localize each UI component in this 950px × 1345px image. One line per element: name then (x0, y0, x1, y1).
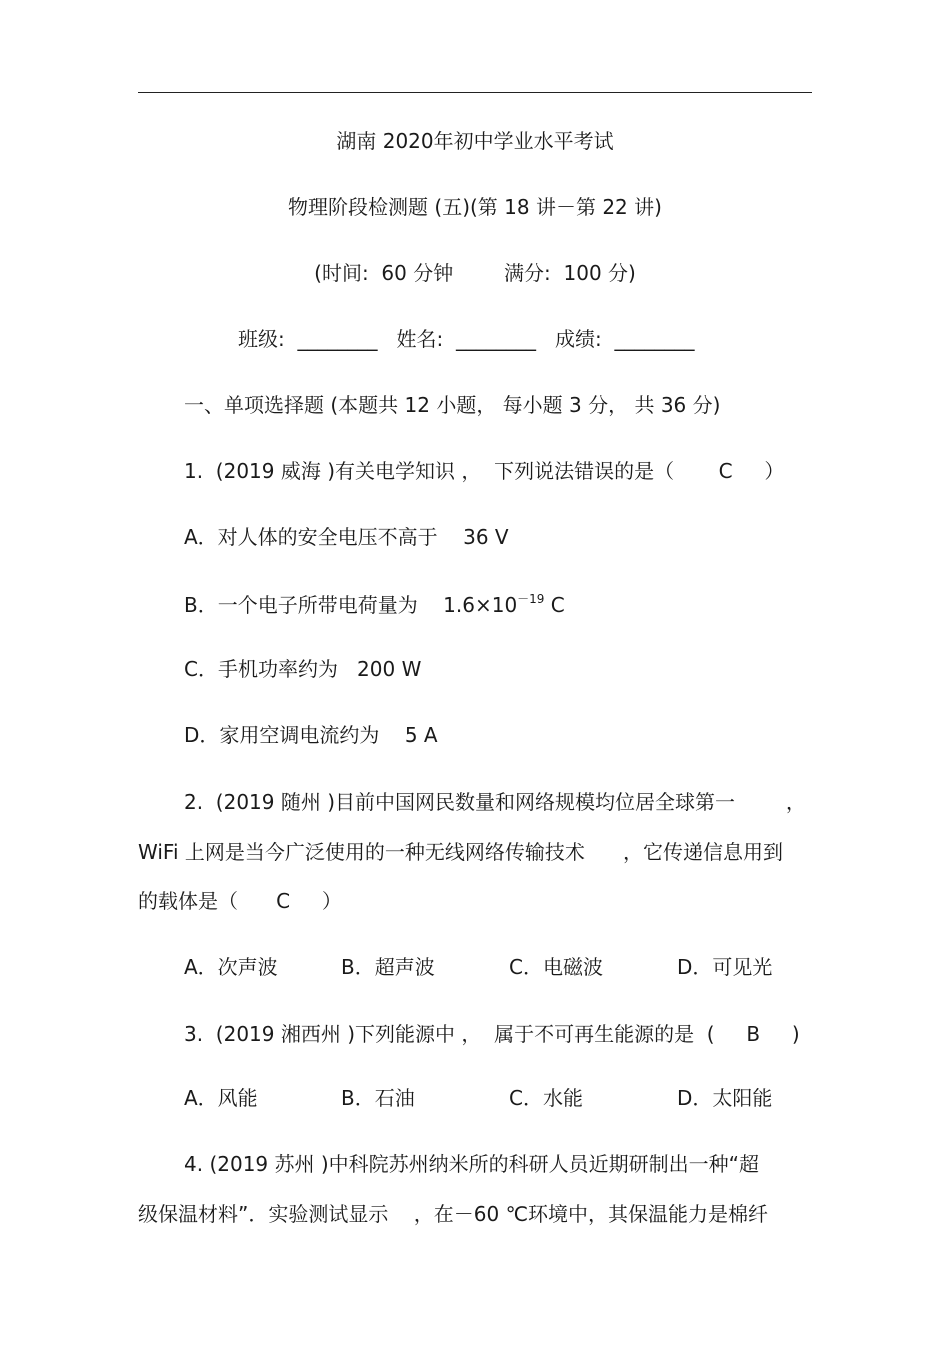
question-3-option-a: A．风能 (184, 1086, 258, 1110)
question-3-option-b: B．石油 (341, 1086, 415, 1110)
question-2-option-a: A．次声波 (184, 955, 278, 979)
question-1-option-a: A．对人体的安全电压不高于 36 V (184, 525, 509, 549)
time-and-score: (时间: 60 分钟 满分: 100 分) (314, 261, 636, 285)
option-b-unit: C (544, 593, 565, 617)
question-2-line-3: 的载体是（ C ） (138, 889, 342, 913)
question-1-option-c: C．手机功率约为 200 W (184, 657, 422, 681)
question-3-option-d: D．太阳能 (677, 1086, 773, 1110)
question-4-line-1: 4. (2019 苏州 )中科院苏州纳米所的科研人员近期研制出一种“超 (184, 1152, 760, 1176)
header-rule (138, 92, 812, 93)
question-4-line-2: 级保温材料”．实验测试显示 ，在－60 ℃环境中，其保温能力是棉纤 (138, 1202, 769, 1226)
question-1-stem: 1. (2019 威海 )有关电学知识 ， 下列说法错误的是（ C ） (184, 459, 785, 483)
student-info-line: 班级: ________ 姓名: ________ 成绩: ________ (238, 327, 695, 351)
question-2-option-b: B．超声波 (341, 955, 435, 979)
question-1-option-d: D．家用空调电流约为 5 A (184, 723, 438, 747)
question-2-line-1: 2. (2019 随州 )目前中国网民数量和网络规模均位居全球第一 ， (184, 790, 806, 814)
option-b-text: B．一个电子所带电荷量为 1.6×10 (184, 593, 518, 617)
question-2-line-2: WiFi 上网是当今广泛使用的一种无线网络传输技术 ，它传递信息用到 (138, 840, 783, 864)
question-1-option-b (184, 593, 565, 615)
question-3-stem: 3. (2019 湘西州 )下列能源中 ， 属于不可再生能源的是 ( B ) (184, 1022, 800, 1046)
question-2-option-c: C．电磁波 (509, 955, 603, 979)
exam-subtitle: 物理阶段检测题 (五)(第 18 讲－第 22 讲) (288, 195, 662, 219)
section-title: 一、单项选择题 (本题共 12 小题， 每小题 3 分， 共 36 分) (184, 393, 721, 417)
exam-title: 湖南 2020年初中学业水平考试 (336, 129, 614, 153)
question-2-option-d: D．可见光 (677, 955, 773, 979)
question-3-option-c: C．水能 (509, 1086, 583, 1110)
option-b-exponent: －19 (517, 592, 545, 606)
